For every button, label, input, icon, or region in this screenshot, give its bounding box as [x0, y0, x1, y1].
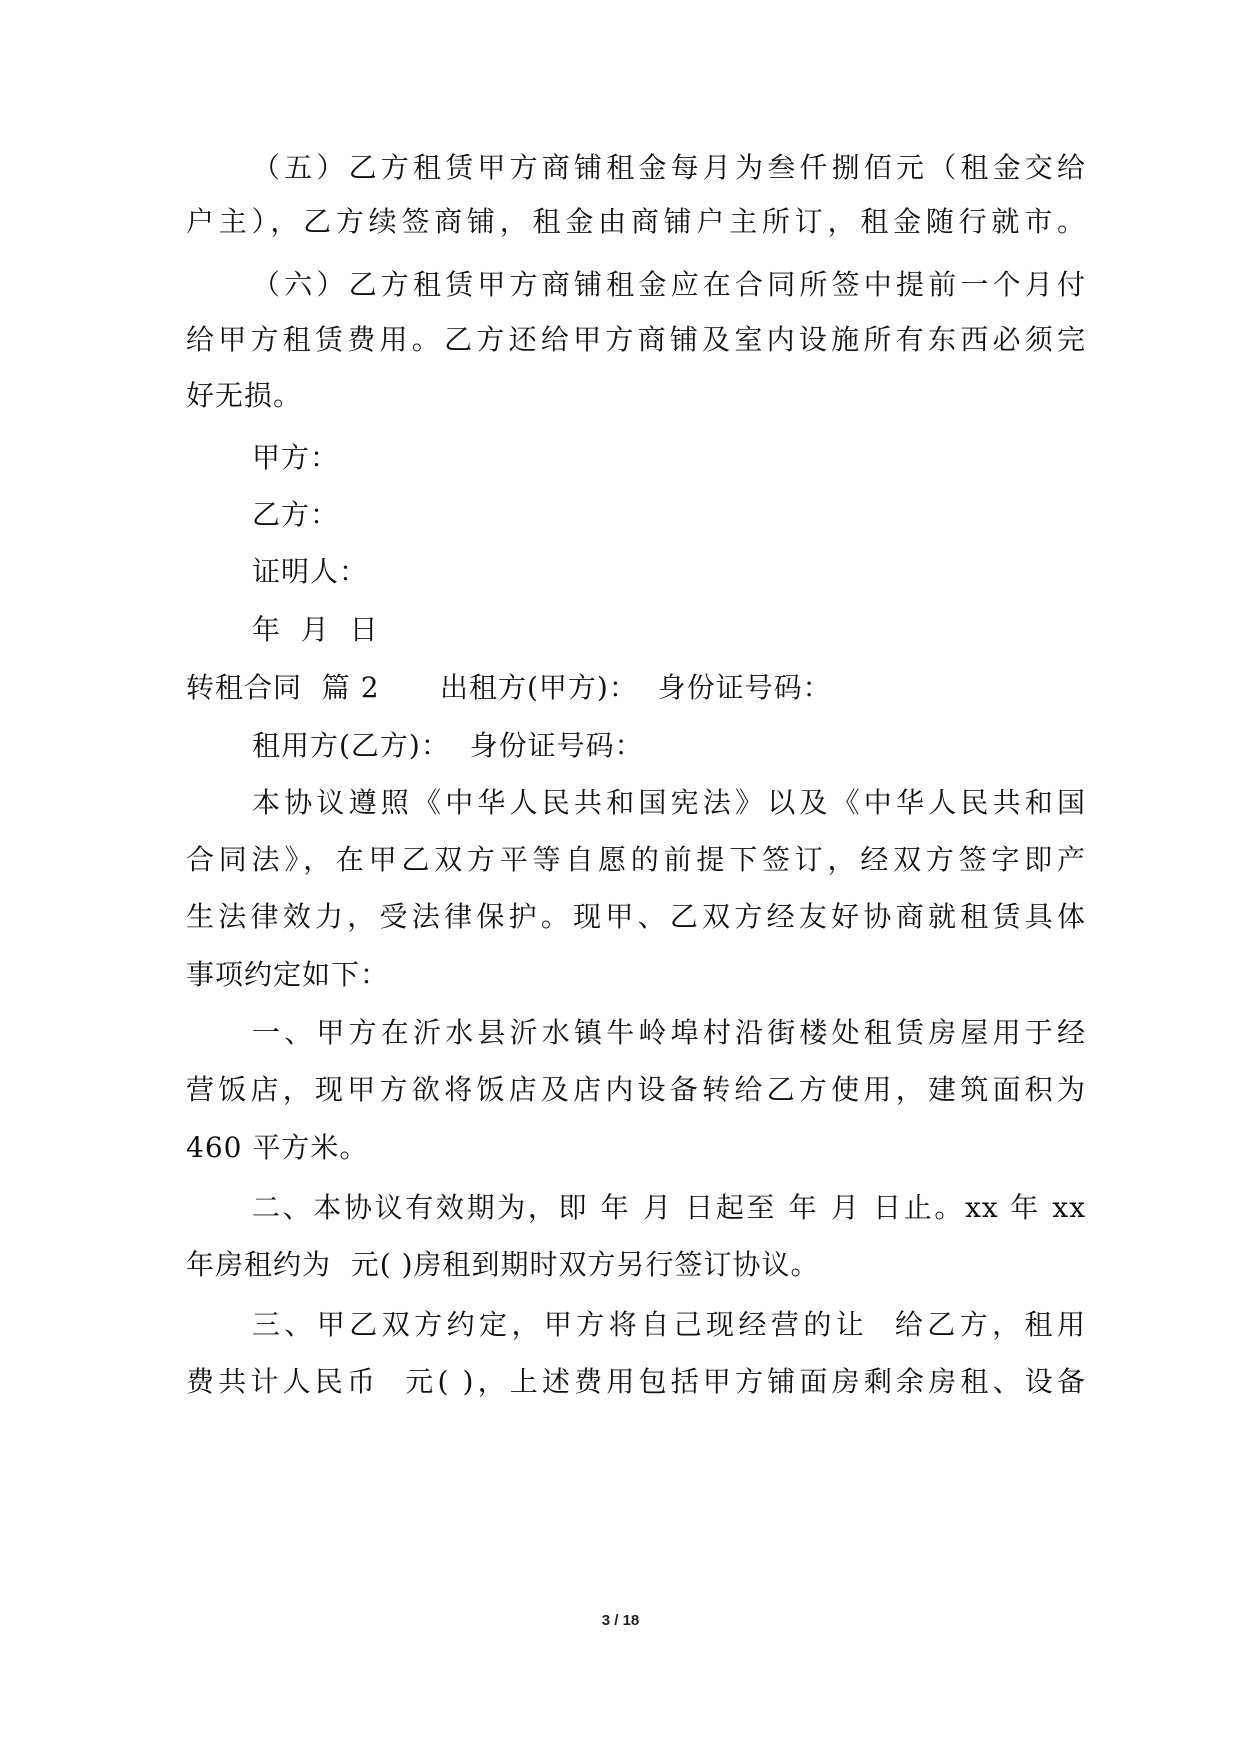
- paragraph-line: 事项约定如下：: [186, 958, 390, 991]
- lessor-line: 出租方(甲方)： 身份证号码：: [440, 671, 832, 704]
- witness-label: 证明人：: [252, 555, 369, 588]
- paragraph-line: （六）乙方租赁甲方商铺租金应在合同所签中提前一个月付: [252, 268, 1086, 301]
- paragraph-line: （五）乙方租赁甲方商铺租金每月为叁仟捌佰元（租金交给: [252, 151, 1086, 184]
- paragraph-line: 一、甲方在沂水县沂水镇牛岭埠村沿街楼处租赁房屋用于经: [252, 1016, 1086, 1049]
- paragraph-line: 营饭店，现甲方欲将饭店及店内设备转给乙方使用，建筑面积为: [186, 1073, 1086, 1106]
- paragraph-line: 好无损。: [186, 379, 303, 412]
- lessee-line: 租用方(乙方)： 身份证号码：: [252, 729, 644, 762]
- section-heading: 转租合同 篇 2: [186, 671, 380, 704]
- paragraph-line: 二、本协议有效期为，即 年 月 日起至 年 月 日止。xx 年 xx: [252, 1191, 1086, 1224]
- paragraph-line: 给甲方租赁费用。乙方还给甲方商铺及室内设施所有东西必须完: [186, 323, 1086, 356]
- paragraph-line: 本协议遵照《中华人民共和国宪法》以及《中华人民共和国: [252, 786, 1086, 819]
- paragraph-line: 生法律效力，受法律保护。现甲、乙双方经友好协商就租赁具体: [186, 900, 1086, 933]
- paragraph-line: 费共计人民币 元( )，上述费用包括甲方铺面房剩余房租、设备: [186, 1365, 1086, 1398]
- paragraph-line: 年房租约为 元( )房租到期时双方另行签订协议。: [186, 1248, 820, 1281]
- party-a-label: 甲方：: [252, 441, 340, 474]
- paragraph-line: 户主），乙方续签商铺，租金由商铺户主所订，租金随行就市。: [186, 205, 1086, 238]
- party-b-label: 乙方：: [252, 498, 340, 531]
- date-line: 年 月 日: [252, 613, 379, 646]
- paragraph-line: 三、甲乙双方约定，甲方将自己现经营的让 给乙方，租用: [252, 1308, 1086, 1341]
- paragraph-line: 460 平方米。: [186, 1131, 369, 1164]
- paragraph-line: 合同法》，在甲乙双方平等自愿的前提下签订，经双方签字即产: [186, 843, 1086, 876]
- page-number: 3 / 18: [601, 1612, 640, 1629]
